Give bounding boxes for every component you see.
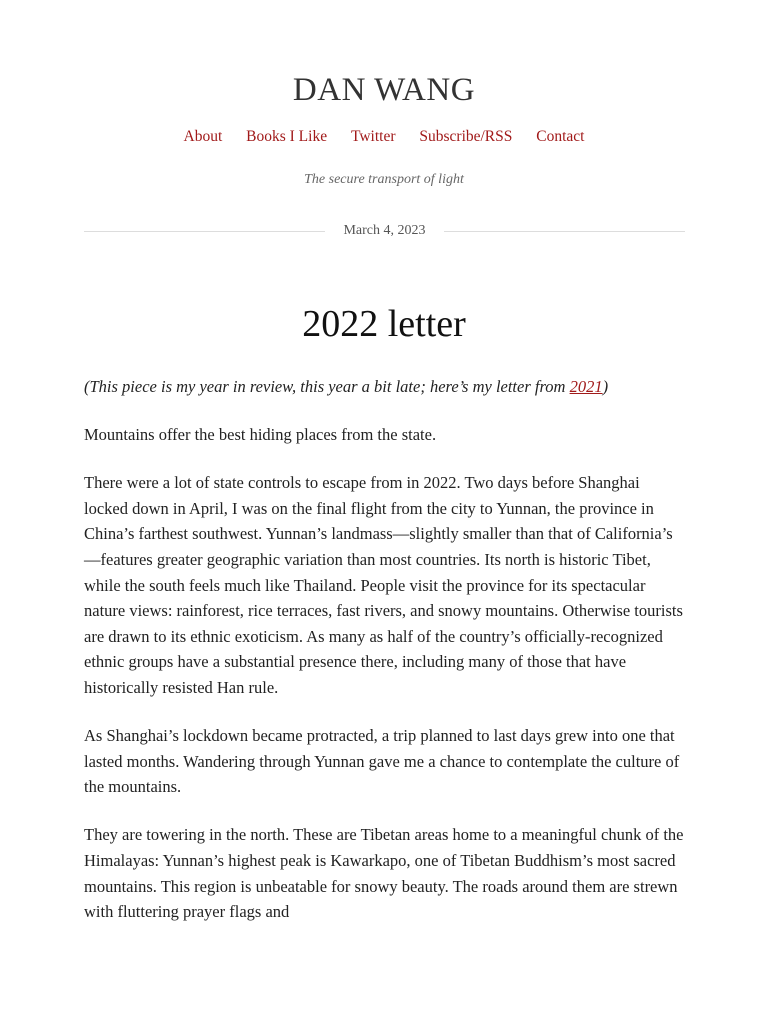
nav-link-contact[interactable]: Contact: [536, 128, 585, 145]
post-paragraph: There were a lot of state controls to escape from in 2022. Two days before Shanghai locked down in April, I was on the final flight from the city to Yunnan, the province in China’s farthest southwest. Yunnan’s landmass—slightly smaller than that of California’s—features greater geographic variation than most countries. Its north is historic Tibet, while the south feels much like Thailand. People visit the province for its spectacular nature views: rainforest, rice terraces, fast rivers, and snowy mountains. Otherwise tourists are drawn to its ethnic exoticism. As many as half of the country’s officially-recognized ethnic groups have a substantial presence there, including many of those that have historically resisted Han rule.: [84, 473, 683, 697]
intro-link-2021[interactable]: 2021: [569, 377, 603, 396]
post-paragraph: As Shanghai’s lockdown became protracted, a trip planned to last days grew into one that lasted months. Wandering through Yunnan gave me a chance to contemplate the culture of the mountains.: [84, 726, 680, 797]
post-paragraph: They are towering in the north. These are Tibetan areas home to a meaningful chunk of the Himalayas: Yunnan’s highest peak is Kawarkapo, one of Tibetan Buddhism’s most sacred mountains. This region is unbeatable for snowy beauty. The roads around them are strewn with fluttering prayer flags and: [84, 825, 684, 922]
post-date-row: [84, 221, 685, 241]
post-title: 2022 letter: [302, 303, 466, 345]
post-date: March 4, 2023: [343, 223, 426, 238]
post-content: [84, 374, 686, 947]
nav-link-books[interactable]: Books I Like: [246, 128, 328, 145]
date-divider-left: [84, 231, 325, 232]
site-tagline: The secure transport of light: [304, 172, 464, 187]
site-title[interactable]: DAN WANG: [292, 72, 476, 108]
post-intro: [84, 374, 686, 400]
intro-prefix-text: (This piece is my year in review, this year a bit late; here’s my letter from: [84, 377, 570, 396]
date-divider-right: [444, 231, 685, 232]
main-nav: [0, 127, 768, 147]
post-paragraph: Mountains offer the best hiding places from the state.: [84, 425, 437, 445]
nav-link-subscribe-rss[interactable]: Subscribe/RSS: [419, 128, 513, 145]
nav-link-about[interactable]: About: [183, 128, 223, 145]
nav-link-twitter[interactable]: Twitter: [350, 128, 396, 145]
intro-suffix-text: ): [602, 377, 609, 396]
